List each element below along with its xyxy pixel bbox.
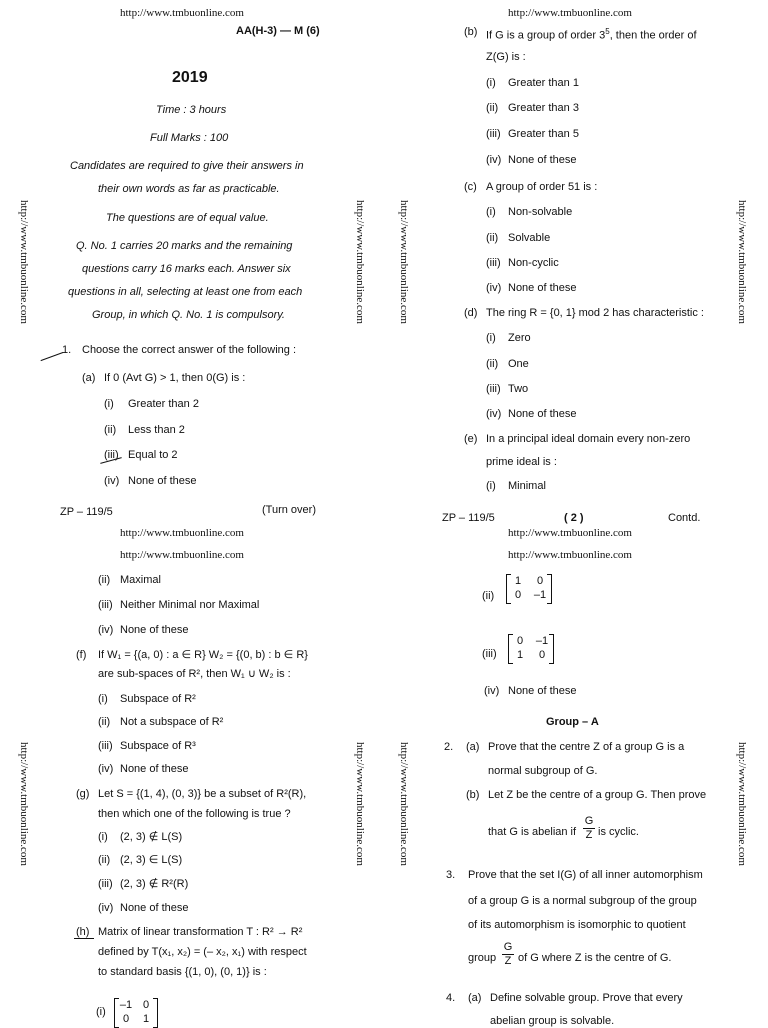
question-1b-text: Z(G) is : bbox=[486, 51, 526, 63]
matrix-cell: 0 bbox=[142, 999, 150, 1011]
page-2 bbox=[384, 0, 768, 524]
side-url: http://www.tmbuonline.com bbox=[18, 742, 30, 866]
question-1f-text: If W₁ = {(a, 0) : a ∈ R} W₂ = {(0, b) : b ∈ R} bbox=[98, 649, 308, 661]
option-text: Non-solvable bbox=[508, 206, 573, 218]
fraction-g-over-z bbox=[583, 816, 595, 841]
question-1e-text: prime ideal is : bbox=[486, 456, 557, 468]
question-1e-text: In a principal ideal domain every non-zero bbox=[486, 433, 691, 445]
question-1d-text: The ring R = {0, 1} mod 2 has characteristic : bbox=[486, 307, 704, 319]
part-label: (h) bbox=[76, 926, 90, 938]
option-label: (ii) bbox=[486, 232, 499, 244]
matrix-cell: 1 bbox=[142, 1013, 150, 1025]
question-1h-text: Matrix of linear transformation T : R² → R² bbox=[98, 926, 303, 938]
option-label: (ii) bbox=[482, 590, 495, 602]
part-label: (c) bbox=[464, 181, 477, 193]
option-text: Subspace of R³ bbox=[120, 740, 196, 752]
option-label: (i) bbox=[486, 480, 496, 492]
option-text: None of these bbox=[508, 282, 577, 294]
option-text: Less than 2 bbox=[128, 424, 185, 436]
question-1f-text: are sub-spaces of R², then W₁ ∪ W₂ is : bbox=[98, 668, 291, 680]
option-label: (ii) bbox=[98, 854, 111, 866]
question-1a-text: If 0 (Avt G) > 1, then 0(G) is : bbox=[104, 372, 246, 384]
footer-code: ZP – 119/5 bbox=[60, 506, 113, 518]
option-label: (ii) bbox=[486, 102, 499, 114]
option-label: (ii) bbox=[98, 574, 111, 586]
question-4a-text: Define solvable group. Prove that every bbox=[490, 992, 683, 1004]
matrix-option-ii bbox=[506, 574, 552, 602]
option-label: (iii) bbox=[104, 449, 119, 461]
option-text: Minimal bbox=[508, 480, 546, 492]
matrix-cell: 1 bbox=[514, 575, 522, 587]
option-label: (iv) bbox=[486, 154, 502, 166]
option-label: (ii) bbox=[98, 716, 111, 728]
side-url: http://www.tmbuonline.com bbox=[398, 200, 410, 324]
header-url: http://www.tmbuonline.com bbox=[120, 549, 244, 561]
question-3-text: of a group G is a normal subgroup of the group bbox=[468, 895, 697, 907]
question-3-text: group bbox=[468, 952, 497, 964]
option-label: (iii) bbox=[98, 740, 113, 752]
part-label: (b) bbox=[466, 789, 480, 801]
part-label: (e) bbox=[464, 433, 478, 445]
option-text: (2, 3) ∉ L(S) bbox=[120, 831, 183, 843]
question-2a-text: Prove that the centre Z of a group G is a bbox=[488, 741, 685, 753]
option-text: Maximal bbox=[120, 574, 161, 586]
side-url: http://www.tmbuonline.com bbox=[398, 742, 410, 866]
exam-time: Time : 3 hours bbox=[156, 104, 227, 116]
option-text: Equal to 2 bbox=[128, 449, 178, 461]
part-label: (f) bbox=[76, 649, 87, 661]
full-marks: Full Marks : 100 bbox=[150, 132, 229, 144]
part-label: (d) bbox=[464, 307, 478, 319]
matrix-cell: 0 bbox=[516, 635, 524, 647]
option-label: (ii) bbox=[486, 358, 499, 370]
header-url: http://www.tmbuonline.com bbox=[120, 7, 244, 19]
option-text: None of these bbox=[120, 624, 189, 636]
option-label: (i) bbox=[96, 1006, 106, 1018]
option-text: Neither Minimal nor Maximal bbox=[120, 599, 260, 611]
option-text: Non-cyclic bbox=[508, 257, 559, 269]
option-text: Greater than 1 bbox=[508, 77, 579, 89]
question-3-text: of its automorphism is isomorphic to quotient bbox=[468, 919, 686, 931]
option-label: (i) bbox=[98, 831, 108, 843]
side-url: http://www.tmbuonline.com bbox=[354, 742, 366, 866]
option-label: (iii) bbox=[98, 878, 113, 890]
question-1b-text: If G is a group of order $3^5$, then the order of bbox=[486, 27, 697, 42]
option-label: (i) bbox=[486, 332, 496, 344]
matrix-cell: 0 bbox=[122, 1013, 130, 1025]
instructions-line: The questions are of equal value. bbox=[106, 212, 269, 224]
option-label: (iv) bbox=[98, 624, 114, 636]
side-url: http://www.tmbuonline.com bbox=[18, 200, 30, 324]
option-text: Solvable bbox=[508, 232, 551, 244]
page-1 bbox=[0, 0, 384, 518]
option-label: (iv) bbox=[486, 282, 502, 294]
pen-mark bbox=[74, 938, 94, 939]
question-1g-text: Let S = {(1, 4), (0, 3)} be a subset of R²(R), bbox=[98, 788, 307, 800]
instructions-line: their own words as far as practicable. bbox=[98, 183, 280, 195]
group-heading: Group – A bbox=[546, 716, 599, 728]
option-text: None of these bbox=[128, 475, 197, 487]
option-text: Subspace of R² bbox=[120, 693, 196, 705]
option-label: (iii) bbox=[486, 257, 501, 269]
page-number: ( 2 ) bbox=[564, 512, 584, 524]
part-label: (a) bbox=[82, 372, 96, 384]
part-label: (b) bbox=[464, 26, 478, 38]
matrix-cell: 0 bbox=[514, 589, 522, 601]
part-label: (a) bbox=[466, 741, 480, 753]
fraction-numerator: G bbox=[584, 815, 594, 827]
side-url: http://www.tmbuonline.com bbox=[736, 742, 748, 866]
question-number: 1. bbox=[62, 344, 72, 356]
fraction-numerator: G bbox=[503, 941, 513, 953]
question-number: 4. bbox=[446, 992, 456, 1004]
continued-label: Contd. bbox=[668, 512, 701, 524]
paper-code: AA(H-3) — M (6) bbox=[236, 25, 320, 37]
option-label: (i) bbox=[104, 398, 114, 410]
option-label: (iv) bbox=[484, 685, 500, 697]
side-url: http://www.tmbuonline.com bbox=[736, 200, 748, 324]
part-label: (a) bbox=[468, 992, 482, 1004]
header-url: http://www.tmbuonline.com bbox=[508, 7, 632, 19]
option-label: (iv) bbox=[104, 475, 120, 487]
part-label: (g) bbox=[76, 788, 90, 800]
question-1g-text: then which one of the following is true ? bbox=[98, 808, 291, 820]
question-2b-text: that G is abelian if bbox=[488, 826, 577, 838]
option-label: (ii) bbox=[104, 424, 117, 436]
option-text: One bbox=[508, 358, 529, 370]
question-2b-text: is cyclic. bbox=[598, 826, 639, 838]
question-1h-text: to standard basis {(1, 0), (0, 1)} is : bbox=[98, 966, 267, 978]
matrix-option-i bbox=[114, 998, 158, 1026]
option-label: (iii) bbox=[486, 128, 501, 140]
option-text: Greater than 2 bbox=[128, 398, 199, 410]
page-3 bbox=[0, 512, 384, 1024]
option-label: (iii) bbox=[98, 599, 113, 611]
exam-year: 2019 bbox=[172, 69, 208, 86]
option-text: Zero bbox=[508, 332, 531, 344]
option-text: Greater than 5 bbox=[508, 128, 579, 140]
header-url: http://www.tmbuonline.com bbox=[508, 527, 632, 539]
question-number: 2. bbox=[444, 741, 454, 753]
turn-over: (Turn over) bbox=[262, 504, 316, 516]
option-text: Not a subspace of R² bbox=[120, 716, 224, 728]
instructions-line: Group, in which Q. No. 1 is compulsory. bbox=[92, 309, 285, 321]
pen-mark bbox=[41, 352, 64, 361]
option-text: None of these bbox=[120, 763, 189, 775]
option-label: (i) bbox=[486, 206, 496, 218]
instructions-line: Q. No. 1 carries 20 marks and the remaining bbox=[76, 240, 293, 252]
question-2b-text: Let Z be the centre of a group G. Then prove bbox=[488, 789, 707, 801]
option-label: (i) bbox=[486, 77, 496, 89]
matrix-cell: –1 bbox=[533, 589, 547, 601]
matrix-cell: 1 bbox=[516, 649, 524, 661]
question-3-text: of G where Z is the centre of G. bbox=[518, 952, 672, 964]
option-label: (iv) bbox=[98, 902, 114, 914]
footer-code: ZP – 119/5 bbox=[442, 512, 495, 524]
matrix-cell: 0 bbox=[538, 649, 546, 661]
fraction-denominator: Z bbox=[585, 829, 593, 841]
option-label: (iv) bbox=[486, 408, 502, 420]
option-text: None of these bbox=[508, 154, 577, 166]
option-text: None of these bbox=[508, 685, 577, 697]
header-url: http://www.tmbuonline.com bbox=[120, 527, 244, 539]
option-label: (iii) bbox=[486, 383, 501, 395]
option-text: None of these bbox=[120, 902, 189, 914]
question-number: 3. bbox=[446, 869, 456, 881]
question-4a-text: abelian group is solvable. bbox=[490, 1015, 615, 1027]
matrix-cell: –1 bbox=[535, 635, 549, 647]
option-text: Greater than 3 bbox=[508, 102, 579, 114]
option-label: (iii) bbox=[482, 648, 497, 660]
question-2a-text: normal subgroup of G. bbox=[488, 765, 598, 777]
option-text: None of these bbox=[508, 408, 577, 420]
matrix-cell: –1 bbox=[119, 999, 133, 1011]
fraction-denominator: Z bbox=[504, 955, 512, 967]
instructions-line: questions carry 16 marks each. Answer six bbox=[82, 263, 291, 275]
side-url: http://www.tmbuonline.com bbox=[354, 200, 366, 324]
option-label: (iv) bbox=[98, 763, 114, 775]
matrix-option-iii bbox=[508, 634, 554, 662]
question-1c-text: A group of order 51 is : bbox=[486, 181, 598, 193]
question-1h-text: defined by T(x₁, x₂) = (– x₂, x₁) with respect bbox=[98, 946, 307, 958]
question-1-text: Choose the correct answer of the following : bbox=[82, 344, 297, 356]
header-url: http://www.tmbuonline.com bbox=[508, 549, 632, 561]
instructions-line: Candidates are required to give their answers in bbox=[70, 160, 304, 172]
question-3-text: Prove that the set I(G) of all inner automorphism bbox=[468, 869, 703, 881]
fraction-g-over-z bbox=[502, 942, 514, 967]
matrix-cell: 0 bbox=[536, 575, 544, 587]
page-4 bbox=[384, 512, 768, 1027]
option-text: (2, 3) ∉ R²(R) bbox=[120, 878, 189, 890]
option-label: (i) bbox=[98, 693, 108, 705]
option-text: Two bbox=[508, 383, 529, 395]
option-text: (2, 3) ∈ L(S) bbox=[120, 854, 183, 866]
instructions-line: questions in all, selecting at least one from each bbox=[68, 286, 303, 298]
